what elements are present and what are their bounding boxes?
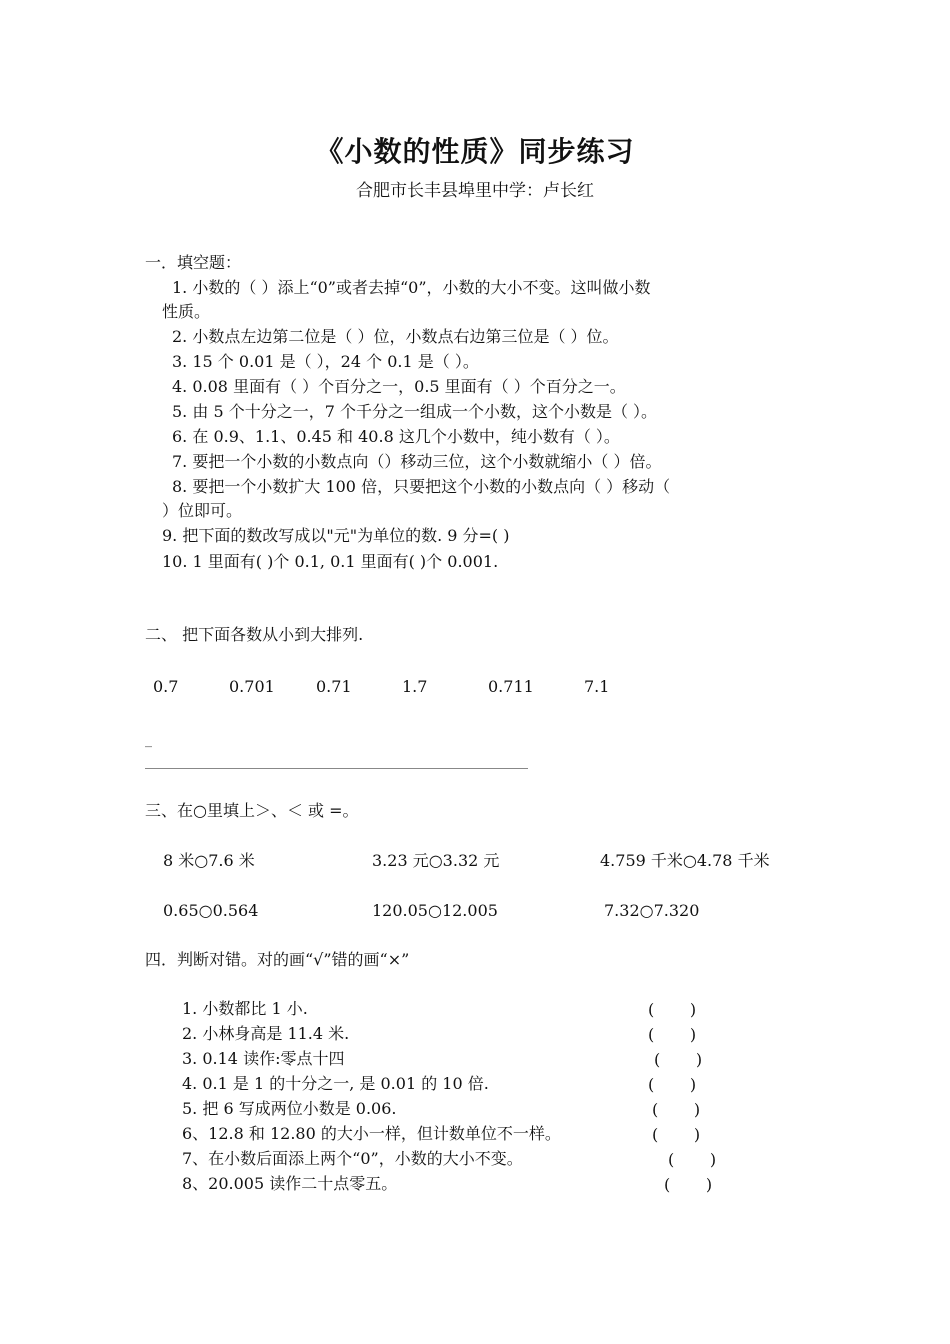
section2-heading: 二、 把下面各数从小到大排列. — [145, 625, 364, 644]
compare-5: 120.05○12.005 — [372, 901, 498, 920]
judge-item-8: 8、20.005 读作二十点零五。 — [182, 1174, 398, 1193]
answer-dash: _ — [145, 732, 152, 748]
fill-item-4: 4. 0.08 里面有（ ）个百分之一，0.5 里面有（ ）个百分之一。 — [172, 377, 626, 396]
fill-item-10: 10. 1 里面有( )个 0.1, 0.1 里面有( )个 0.001. — [162, 552, 499, 571]
answer-paren-8: ( ) — [664, 1175, 713, 1194]
fill-item-5: 5. 由 5 个十分之一，7 个千分之一组成一个小数，这个小数是（ ）。 — [172, 402, 658, 421]
number-2: 0.701 — [229, 677, 275, 696]
number-1: 0.7 — [153, 677, 179, 696]
answer-paren-2: ( ) — [648, 1025, 697, 1044]
fill-item-1-cont: 性质。 — [162, 302, 211, 321]
answer-paren-5: ( ) — [652, 1100, 701, 1119]
author-line: 合肥市长丰县埠里中学：卢长红 — [356, 181, 594, 201]
compare-4: 0.65○0.564 — [163, 901, 259, 920]
answer-paren-7: ( ) — [668, 1150, 717, 1169]
fill-item-2: 2. 小数点左边第二位是（ ）位，小数点右边第三位是（ ）位。 — [172, 327, 619, 346]
judge-item-3: 3. 0.14 读作:零点十四 — [182, 1049, 345, 1068]
number-4: 1.7 — [402, 677, 428, 696]
fill-item-8: 8. 要把一个小数扩大 100 倍，只要把这个小数的小数点向（ ）移动（ — [172, 477, 671, 496]
judge-item-5: 5. 把 6 写成两位小数是 0.06. — [182, 1099, 397, 1118]
answer-paren-4: ( ) — [648, 1075, 697, 1094]
fill-item-7: 7. 要把一个小数的小数点向（）移动三位，这个小数就缩小（ ）倍。 — [172, 452, 662, 471]
fill-item-3: 3. 15 个 0.01 是（ ），24 个 0.1 是（ ）。 — [172, 352, 479, 371]
judge-item-1: 1. 小数都比 1 小. — [182, 999, 308, 1018]
fill-item-1: 1. 小数的（ ）添上“0”或者去掉“0”，小数的大小不变。这叫做小数 — [172, 278, 651, 297]
section1-heading: 一．填空题： — [145, 253, 242, 272]
fill-item-8-cont: ）位即可。 — [162, 501, 243, 520]
fill-item-6: 6. 在 0.9、1.1、0.45 和 40.8 这几个小数中，纯小数有（ ）。 — [172, 427, 620, 446]
fill-item-9: 9. 把下面的数改写成以"元"为单位的数. 9 分=( ) — [162, 526, 510, 545]
answer-line — [145, 768, 528, 769]
number-5: 0.711 — [488, 677, 534, 696]
number-6: 7.1 — [584, 677, 610, 696]
answer-paren-6: ( ) — [652, 1125, 701, 1144]
page-title: 《小数的性质》同步练习 — [315, 135, 635, 168]
judge-item-6: 6、12.8 和 12.80 的大小一样，但计数单位不一样。 — [182, 1124, 561, 1143]
judge-item-2: 2. 小林身高是 11.4 米. — [182, 1024, 350, 1043]
compare-1: 8 米○7.6 米 — [163, 851, 255, 870]
compare-3: 4.759 千米○4.78 千米 — [600, 851, 770, 870]
judge-item-7: 7、在小数后面添上两个“0”，小数的大小不变。 — [182, 1149, 523, 1168]
compare-6: 7.32○7.320 — [604, 901, 700, 920]
section4-heading: 四．判断对错。对的画“√”错的画“×” — [145, 950, 410, 969]
compare-2: 3.23 元○3.32 元 — [372, 851, 500, 870]
section3-heading: 三、在○里填上＞、＜ 或 =。 — [145, 801, 359, 820]
answer-paren-1: ( ) — [648, 1000, 697, 1019]
number-3: 0.71 — [316, 677, 352, 696]
answer-paren-3: ( ) — [654, 1050, 703, 1069]
judge-item-4: 4. 0.1 是 1 的十分之一, 是 0.01 的 10 倍. — [182, 1074, 489, 1093]
